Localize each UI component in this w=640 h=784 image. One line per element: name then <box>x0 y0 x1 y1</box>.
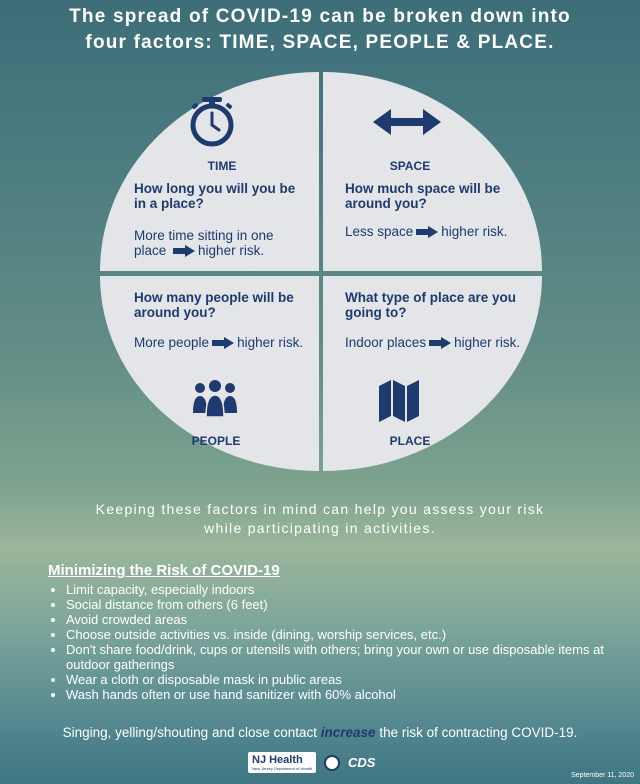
alarm-clock-icon <box>188 97 236 149</box>
time-risk-text: More time sitting in one place <box>134 228 274 258</box>
people-risk-result: higher risk. <box>237 335 304 350</box>
people-label: PEOPLE <box>191 434 241 448</box>
title-line-1: The spread of COVID-19 can be broken down into <box>69 6 571 27</box>
list-item: • Wear a cloth or disposable mask in public areas <box>66 672 636 687</box>
space-label: SPACE <box>389 159 431 173</box>
subtitle-line-1: Keeping these factors in mind can help you assess your risk <box>95 501 545 517</box>
space-quadrant <box>323 72 542 271</box>
nj-health-logo-subtext: New Jersey Department of Health <box>252 766 313 771</box>
warning-pre: Singing, yelling/shouting and close contact <box>62 725 321 740</box>
cds-logo: CDS <box>348 755 376 770</box>
date-stamp: September 11, 2020 <box>571 772 634 779</box>
list-item: • Social distance from others (6 feet) <box>66 597 636 612</box>
double-arrow-icon <box>373 109 441 135</box>
list-item: • Avoid crowded areas <box>66 612 636 627</box>
nj-health-logo-text: NJ Health <box>252 754 303 766</box>
title-line-2: four factors: TIME, SPACE, PEOPLE & PLACE. <box>85 32 555 53</box>
time-risk-result: higher risk. <box>198 243 265 258</box>
list-item: • Don't share food/drink, cups or utensils with others; bring your own or use disposable items at outdoor gatherings <box>66 642 636 672</box>
place-label: PLACE <box>389 434 431 448</box>
time-risk <box>134 228 309 258</box>
space-risk <box>345 224 525 239</box>
place-risk <box>345 335 525 350</box>
warning-emphasis: increase <box>320 725 376 740</box>
place-risk-result: higher risk. <box>454 335 521 350</box>
nj-health-logo <box>248 752 316 773</box>
people-risk-text: More people <box>134 335 210 350</box>
list-item: • Limit capacity, especially indoors <box>66 582 636 597</box>
space-risk-result: higher risk. <box>441 224 508 239</box>
tips-list <box>48 582 636 702</box>
state-seal-icon <box>324 755 340 771</box>
people-quadrant <box>100 276 319 471</box>
list-item: • Choose outside activities vs. inside (dining, worship services, etc.) <box>66 627 636 642</box>
right-arrow-icon <box>416 226 438 238</box>
people-group-icon <box>192 379 238 419</box>
subtitle-line-2: while participating in activities. <box>204 520 436 536</box>
map-icon <box>379 380 419 422</box>
page-title <box>0 4 640 56</box>
warning-post: the risk of contracting COVID-19. <box>375 725 578 740</box>
space-question: How much space will be around you? <box>345 181 501 211</box>
time-label: TIME <box>207 159 237 173</box>
logo-bar <box>248 752 375 773</box>
subtitle <box>0 500 640 538</box>
people-risk <box>134 335 314 350</box>
place-risk-text: Indoor places <box>345 335 427 350</box>
time-quadrant <box>100 72 319 271</box>
warning-text <box>0 725 640 740</box>
time-question: How long you will you be in a place? <box>134 181 296 211</box>
minimizing-heading: Minimizing the Risk of COVID-19 <box>48 562 280 579</box>
people-question: How many people will be around you? <box>134 290 294 320</box>
right-arrow-icon <box>429 337 451 349</box>
right-arrow-icon <box>173 245 195 257</box>
right-arrow-icon <box>212 337 234 349</box>
place-question: What type of place are you going to? <box>345 290 517 320</box>
space-risk-text: Less space <box>345 224 414 239</box>
list-item: • Wash hands often or use hand sanitizer with 60% alcohol <box>66 687 636 702</box>
place-quadrant <box>323 276 542 471</box>
